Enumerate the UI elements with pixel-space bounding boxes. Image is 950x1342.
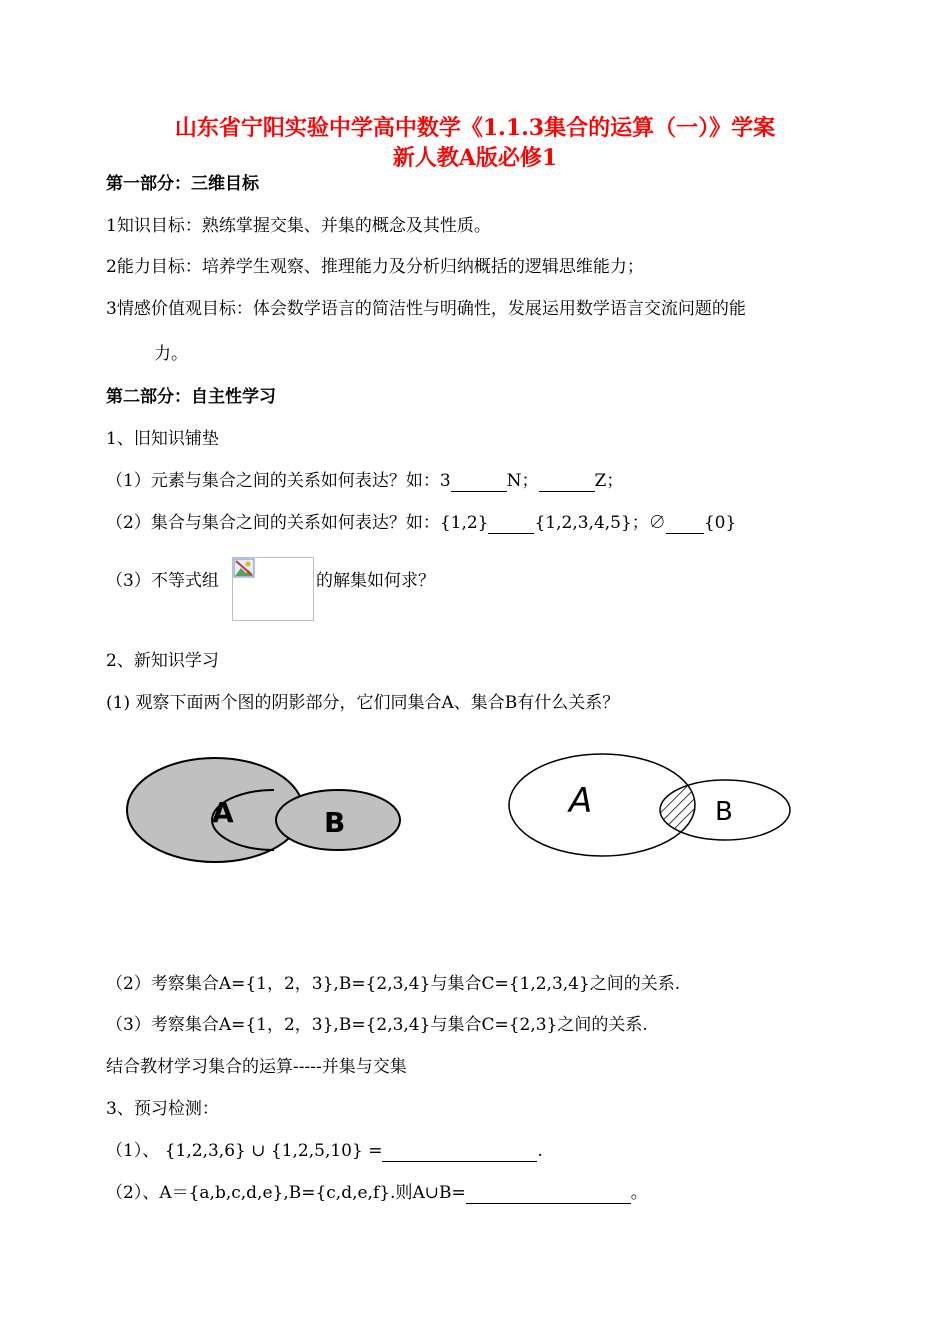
question-set-relation xyxy=(106,512,736,534)
observe-question: (1) 观察下面两个图的阴影部分，它们同集合A、集合B有什么关系？ xyxy=(106,693,620,713)
document-title-line2: 新人教A版必修1 xyxy=(392,145,558,171)
consider-intersection: （3）考察集合A={1，2，3},B={2,3,4}与集合C={2,3}之间的关系. xyxy=(106,1015,648,1035)
q1-text: （1）元素与集合之间的关系如何表达？如：3 xyxy=(106,471,451,491)
textbook-note: 结合教材学习集合的运算-----并集与交集 xyxy=(106,1057,407,1077)
p1-period: . xyxy=(537,1141,543,1161)
section1-title: 1、旧知识铺垫 xyxy=(106,429,219,449)
q2-zero-set: {0} xyxy=(703,513,737,533)
p1-text: （1）、 {1,2,3,6} ∪ {1,2,5,10} = xyxy=(106,1141,383,1161)
goal-emotion-line1: 3情感价值观目标：体会数学语言的简洁性与明确性，发展运用数学语言交流问题的能 xyxy=(106,299,746,319)
q2-text: （2）集合与集合之间的关系如何表达？如：{1,2} xyxy=(106,513,489,533)
blank[interactable] xyxy=(666,515,704,534)
question-element-relation xyxy=(106,470,623,492)
venn-intersection-diagram xyxy=(505,750,800,875)
section3-title: 3、预习检测： xyxy=(106,1099,219,1119)
q1-set-z: Z； xyxy=(594,471,624,491)
part1-heading: 第一部分：三维目标 xyxy=(106,174,259,194)
inequality-image-placeholder xyxy=(232,557,314,621)
document-title-line1: 山东省宁阳实验中学高中数学《1.1.3集合的运算（一）》学案 xyxy=(174,115,776,141)
goal-emotion-line2: 力。 xyxy=(154,344,188,364)
venn-union-diagram xyxy=(120,750,410,875)
venn1-label-b: B xyxy=(324,806,346,839)
answer-blank[interactable] xyxy=(382,1143,537,1162)
consider-union: （2）考察集合A={1，2，3},B={2,3,4}与集合C={1,2,3,4}之间的关系. xyxy=(106,974,681,994)
q3-text-b: 的解集如何求？ xyxy=(316,571,435,591)
broken-image-icon xyxy=(233,558,255,578)
preview-question-2 xyxy=(106,1182,648,1204)
p2-text: （2）、A＝{a,b,c,d,e},B={c,d,e,f}.则A∪B= xyxy=(106,1183,466,1203)
section2-title: 2、新知识学习 xyxy=(106,651,219,671)
venn2-label-b: B xyxy=(715,797,733,827)
q1-set-n: N； xyxy=(506,471,539,491)
venn2-label-a: A xyxy=(569,781,593,821)
part2-heading: 第二部分：自主性学习 xyxy=(106,387,276,407)
venn1-label-a: A xyxy=(212,796,234,829)
p2-period: 。 xyxy=(630,1183,648,1203)
blank[interactable] xyxy=(488,515,534,534)
blank[interactable] xyxy=(451,473,507,492)
answer-blank[interactable] xyxy=(466,1185,631,1204)
goal-knowledge: 1知识目标：熟练掌握交集、并集的概念及其性质。 xyxy=(106,216,491,236)
q3-text-a: （3）不等式组 xyxy=(106,571,219,591)
goal-ability: 2能力目标：培养学生观察、推理能力及分析归纳概括的逻辑思维能力； xyxy=(106,257,644,277)
q2-sets: {1,2,3,4,5}；∅ xyxy=(534,513,666,533)
preview-question-1 xyxy=(106,1140,543,1162)
blank[interactable] xyxy=(539,473,595,492)
